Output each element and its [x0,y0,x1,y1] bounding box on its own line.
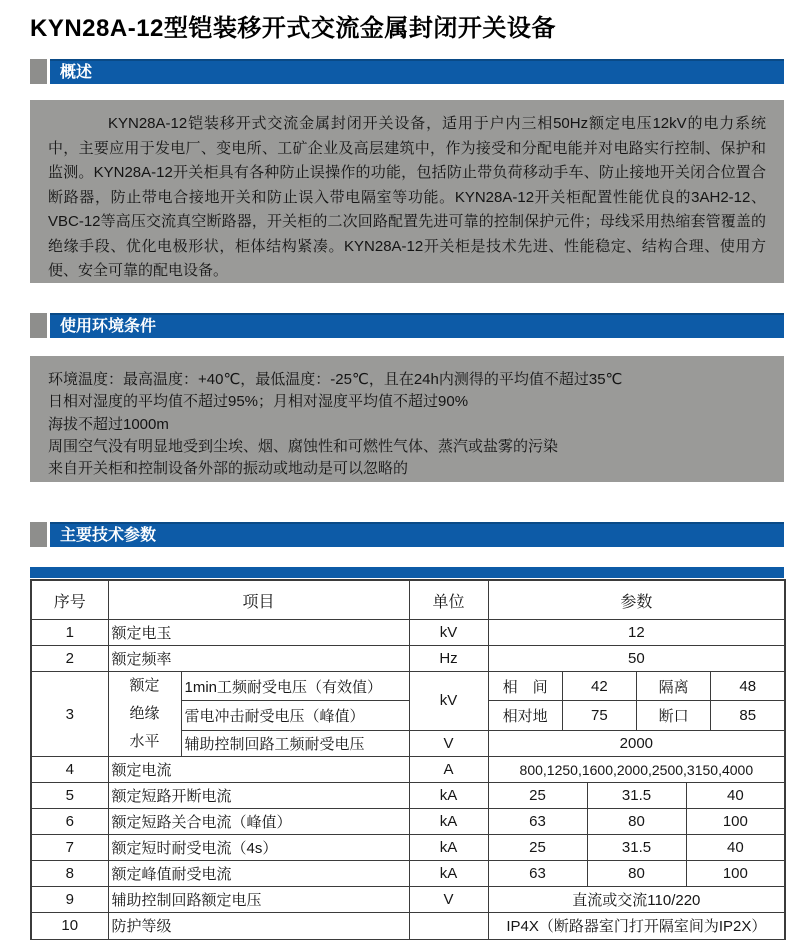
row-no: 6 [31,809,108,835]
param-value: 25 [488,783,587,809]
param-value: 85 [711,701,785,730]
param-value: 100 [686,861,785,887]
table-row-7 [31,835,785,861]
row-unit: kA [409,835,488,861]
section-heading-parameters: 主要技术参数 [60,527,157,544]
param-value: 48 [711,672,785,701]
row-item: 额定短时耐受电流（4s） [108,835,409,861]
environment-line: 来自开关柜和控制设备外部的振动或地动是可以忽略的 [48,460,409,478]
row-param: 50 [488,646,785,672]
section-header-overview [30,59,784,84]
row-param: 800,1250,1600,2000,2500,3150,4000 [488,757,785,783]
table-row-8 [31,861,785,887]
row-unit: kV [409,620,488,646]
row-no: 1 [31,620,108,646]
section-heading-bar [50,522,784,547]
param-value: 63 [488,861,587,887]
table-row-5 [31,783,785,809]
row-item: 额定电玉 [108,620,409,646]
row-no: 5 [31,783,108,809]
row-item: 额定峰值耐受电流 [108,861,409,887]
row-unit: kA [409,861,488,887]
row-unit: Hz [409,646,488,672]
header-unit: 单位 [409,580,488,620]
param-label: 断口 [637,701,711,730]
row-item: 额定短路关合电流（峰值） [108,809,409,835]
row-subitem: 雷电冲击耐受电压（峰值） [181,701,409,730]
param-value: 40 [686,783,785,809]
environment-line: 日相对湿度的平均值不超过95%；月相对湿度平均值不超过90% [48,393,469,411]
table-row-9 [31,887,785,913]
page-title: KYN28A-12型铠装移开式交流金属封闭开关设备 [30,15,556,42]
row-unit [409,913,488,940]
table-row-3a [31,672,785,701]
row-unit: kV [409,672,488,731]
group-label-line: 绝缘 [129,705,160,722]
param-value: 100 [686,809,785,835]
table-row-1 [31,620,785,646]
row-unit: V [409,730,488,756]
row-no: 7 [31,835,108,861]
row-item: 防护等级 [108,913,409,940]
row-no: 10 [31,913,108,940]
row-no: 4 [31,757,108,783]
section-header-environment [30,313,784,338]
row-subitem: 1min工频耐受电压（有效值） [181,672,409,701]
row-unit: kA [409,809,488,835]
row-subitem: 辅助控制回路工频耐受电压 [181,730,409,756]
param-value: 63 [488,809,587,835]
group-label-line: 水平 [129,733,160,750]
row-no: 9 [31,887,108,913]
section-header-parameters [30,522,784,547]
row-param: IP4X（断路器室门打开隔室间为IP2X） [488,913,785,940]
param-value: 31.5 [587,835,686,861]
section-heading-overview: 概述 [60,64,93,81]
param-value: 25 [488,835,587,861]
parameters-table-wrap [30,567,784,940]
row-item: 额定频率 [108,646,409,672]
row-param: 12 [488,620,785,646]
table-row-2 [31,646,785,672]
section-marker-icon [30,522,47,547]
insulation-level-group-label [108,672,181,757]
param-value: 80 [587,809,686,835]
environment-panel [30,356,784,482]
row-item: 额定短路开断电流 [108,783,409,809]
section-heading-bar [50,313,784,338]
environment-line: 周围空气没有明显地受到尘埃、烟、腐蚀性和可燃性气体、蒸汽或盐雾的污染 [48,437,559,455]
row-item: 额定电流 [108,757,409,783]
group-label-line: 额定 [129,677,160,694]
param-value: 80 [587,861,686,887]
row-unit: kA [409,783,488,809]
table-top-strip [30,567,784,578]
table-row-4 [31,757,785,783]
param-value: 75 [562,701,636,730]
row-no: 3 [31,672,108,757]
header-item: 项目 [108,580,409,620]
param-label: 相对地 [488,701,562,730]
param-value: 42 [562,672,636,701]
parameters-table [30,579,786,940]
section-heading-environment: 使用环境条件 [60,318,157,335]
table-row-6 [31,809,785,835]
header-no: 序号 [31,580,108,620]
row-no: 8 [31,861,108,887]
table-row-10 [31,913,785,940]
environment-line: 环境温度：最高温度：+40℃，最低温度：-25℃，且在24h内测得的平均值不超过35℃ [48,371,623,388]
section-marker-icon [30,59,47,84]
row-unit: V [409,887,488,913]
section-marker-icon [30,313,47,338]
param-label: 相 间 [488,672,562,701]
table-header-row [31,580,785,620]
row-no: 2 [31,646,108,672]
param-value: 40 [686,835,785,861]
row-param: 2000 [488,730,785,756]
overview-paragraph: KYN28A-12铠装移开式交流金属封闭开关设备，适用于户内三相50Hz额定电压12kV的电力系统中，主要应用于发电厂、变电所、工矿企业及高层建筑中，作为接受和分配电能并对电路实行控制、保护和监测。KYN28A-12开关柜具有各种防止误操作的功能，包括防止带负荷移动手车、防止接地开关闭合位置合断路器，防止带电合接地开关和防止误入带电隔室等功能。KYN28A-12开关柜配置性能优良的3AH2-12、VBC-12等高压交流真空断路器，开关柜的二次回路配置先进可靠的控制保护元件；母线采用热缩套管覆盖的绝缘手段、优化电极形状，柜体结构紧凑。KYN28A-12开关柜是技术先进、性能稳定、结构合理、使用方便、安全可靠的配电设备。 [48,115,766,279]
param-value: 31.5 [587,783,686,809]
row-param: 直流或交流110/220 [488,887,785,913]
section-heading-bar [50,59,784,84]
overview-panel [30,100,784,283]
header-param: 参数 [488,580,785,620]
row-unit: A [409,757,488,783]
param-label: 隔离 [637,672,711,701]
environment-line: 海拔不超过1000m [48,415,169,433]
row-item: 辅助控制回路额定电压 [108,887,409,913]
